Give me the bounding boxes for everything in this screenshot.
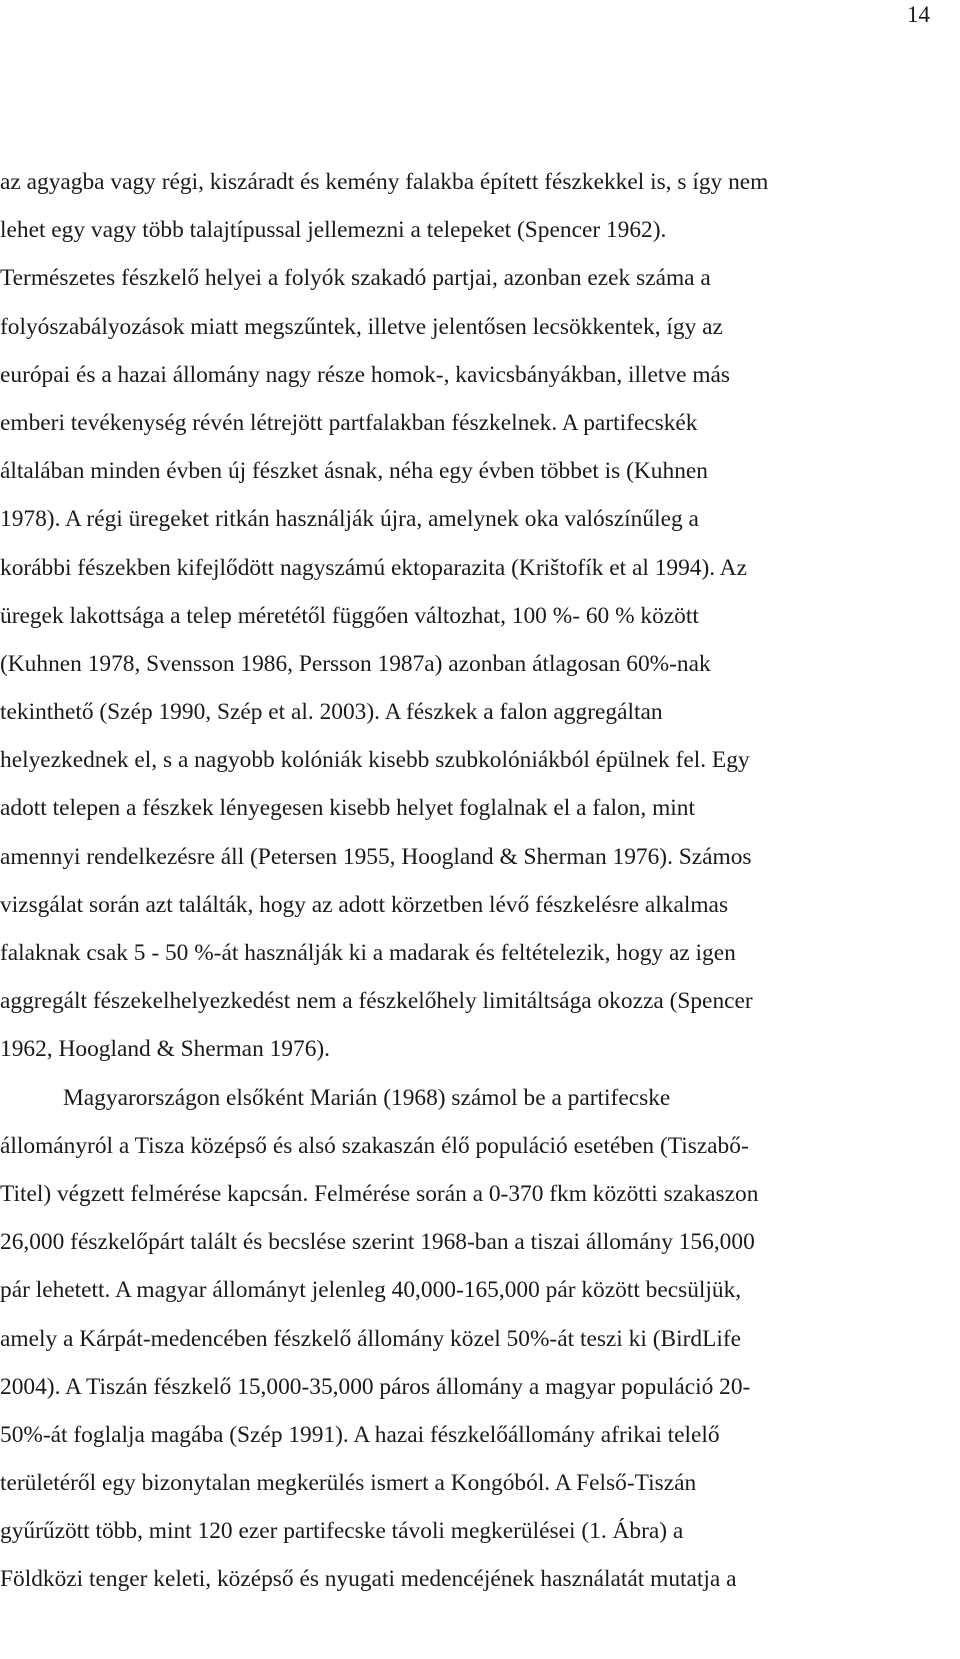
text-line: tekinthető (Szép 1990, Szép et al. 2003). A fészkek a falon aggregáltan	[0, 699, 663, 726]
text-line: általában minden évben új fészket ásnak, néha egy évben többet is (Kuhnen	[0, 458, 708, 485]
paragraph-2	[0, 1074, 920, 1604]
text-line: Földközi tenger keleti, középső és nyugati medencéjének használatát mutatja a	[0, 1566, 737, 1593]
text-line: folyószabályozások miatt megszűntek, illetve jelentősen lecsökkentek, így az	[0, 313, 723, 340]
text-line: 1962, Hoogland & Sherman 1976).	[0, 1036, 331, 1063]
text-line: falaknak csak 5 - 50 %-át használják ki a madarak és feltételezik, hogy az igen	[0, 940, 736, 966]
text-line: adott telepen a fészkek lényegesen kisebb helyet foglalnak el a falon, mint	[0, 795, 695, 822]
text-line: állományról a Tisza középső és alsó szakaszán élő populáció esetében (Tiszabő-	[0, 1132, 749, 1159]
text-line: emberi tevékenység révén létrejött partfalakban fészkelnek. A partifecskék	[0, 409, 698, 436]
text-line: 2004). A Tiszán fészkelő 15,000-35,000 páros állomány a magyar populáció 20-	[0, 1373, 751, 1400]
text-line: Természetes fészkelő helyei a folyók szakadó partjai, azonban ezek száma a	[0, 265, 711, 292]
text-line: amely a Kárpát-medencében fészkelő állomány közel 50%-át teszi ki (BirdLife	[0, 1325, 742, 1352]
text-line: aggregált fészekelhelyezkedést nem a fészkelőhely limitáltsága okozza (Spencer	[0, 988, 753, 1015]
text-line: területéről egy bizonytalan megkerülés ismert a Kongóból. A Felső-Tiszán	[0, 1470, 697, 1497]
text-line: korábbi fészekben kifejlődött nagyszámú ektoparazita (Krištofík et al 1994). Az	[0, 554, 747, 581]
text-line: európai és a hazai állomány nagy része homok-, kavicsbányákban, illetve más	[0, 361, 731, 388]
body-text	[0, 158, 920, 1604]
text-line: az agyagba vagy régi, kiszáradt és kemény falakba épített fészkekkel is, s így nem	[0, 169, 769, 195]
text-line: üregek lakottsága a telep méretétől függően változhat, 100 %- 60 % között	[0, 602, 699, 629]
text-line: (Kuhnen 1978, Svensson 1986, Persson 1987a) azonban átlagosan 60%-nak	[0, 650, 711, 677]
text-line: helyezkednek el, s a nagyobb kolóniák kisebb szubkolóniákból épülnek fel. Egy	[0, 747, 750, 774]
text-line: gyűrűzött több, mint 120 ezer partifecske távoli megkerülései (1. Ábra) a	[0, 1518, 684, 1545]
text-line: pár lehetett. A magyar állományt jelenleg 40,000-165,000 pár között becsüljük,	[0, 1277, 742, 1304]
text-line: 50%-át foglalja magába (Szép 1991). A hazai fészkelőállomány afrikai telelő	[0, 1421, 720, 1448]
text-line: amennyi rendelkezésre áll (Petersen 1955, Hoogland & Sherman 1976). Számos	[0, 843, 752, 870]
text-line: vizsgálat során azt találták, hogy az adott körzetben lévő fészkelésre alkalmas	[0, 891, 729, 918]
text-line: 1978). A régi üregeket ritkán használják újra, amelynek oka valószínűleg a	[0, 506, 699, 533]
paragraph-1	[0, 158, 920, 1074]
text-line: lehet egy vagy több talajtípussal jellemezni a telepeket (Spencer 1962).	[0, 217, 667, 244]
text-line: Titel) végzett felmérése kapcsán. Felmérése során a 0-370 fkm közötti szakaszon	[0, 1180, 759, 1207]
page-number: 14	[907, 2, 930, 27]
text-line: Magyarországon elsőként Marián (1968) számol be a partifecske	[63, 1084, 671, 1111]
text-line: 26,000 fészkelőpárt talált és becslése szerint 1968-ban a tiszai állomány 156,000	[0, 1229, 755, 1256]
